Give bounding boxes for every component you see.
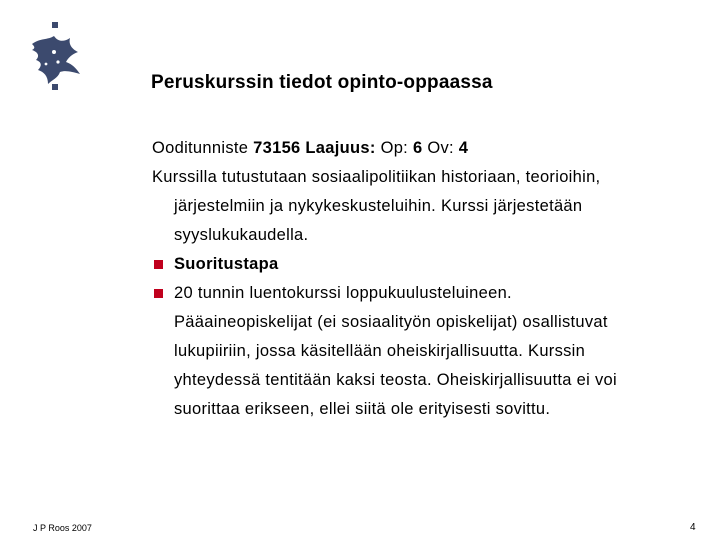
bullet-continuation-line: Pääaineopiskelijat (ei sosiaalityön opiskelijat) osallistuvat: [174, 313, 608, 331]
description-line: järjestelmiin ja nykykeskusteluihin. Kurssi järjestetään: [174, 197, 583, 215]
bullet-continuation-line: suorittaa erikseen, ellei siitä ole erityisesti sovittu.: [174, 400, 551, 418]
course-code: 73156: [253, 139, 301, 157]
bullet-continuation-line: yhteydessä tentitään kaksi teosta. Oheiskirjallisuutta ei voi: [174, 371, 617, 389]
slide-title: Peruskurssin tiedot opinto-oppaassa: [151, 72, 493, 93]
ov-label: Ov:: [427, 139, 454, 157]
footer-author: J P Roos 2007: [33, 523, 92, 533]
code-label: Ooditunniste: [152, 139, 249, 157]
slide-body: [152, 134, 707, 424]
ov-value: 4: [458, 139, 469, 157]
bullet-continuation-line: lukupiiriin, jossa käsitellään oheiskirjallisuutta. Kurssin: [174, 342, 586, 360]
op-label: Op:: [380, 139, 409, 157]
bullet-heading: Suoritustapa: [174, 255, 279, 273]
op-value: 6: [412, 139, 423, 157]
description-line: Kurssilla tutustutaan sosiaalipolitiikan historiaan, teorioihin,: [152, 168, 601, 186]
course-info-line: [152, 134, 707, 163]
bullet-item-suoritustapa: [152, 250, 707, 279]
bullet-item-lecture-course: [152, 279, 707, 308]
page-number: 4: [690, 522, 696, 533]
university-logo-icon: [18, 22, 90, 94]
scope-label: Laajuus:: [305, 139, 376, 157]
bullet-text: 20 tunnin luentokurssi loppukuulusteluineen.: [174, 284, 512, 302]
description-line: syyslukukaudella.: [174, 226, 309, 244]
square-bullet-icon: [154, 289, 163, 298]
square-bullet-icon: [154, 260, 163, 269]
